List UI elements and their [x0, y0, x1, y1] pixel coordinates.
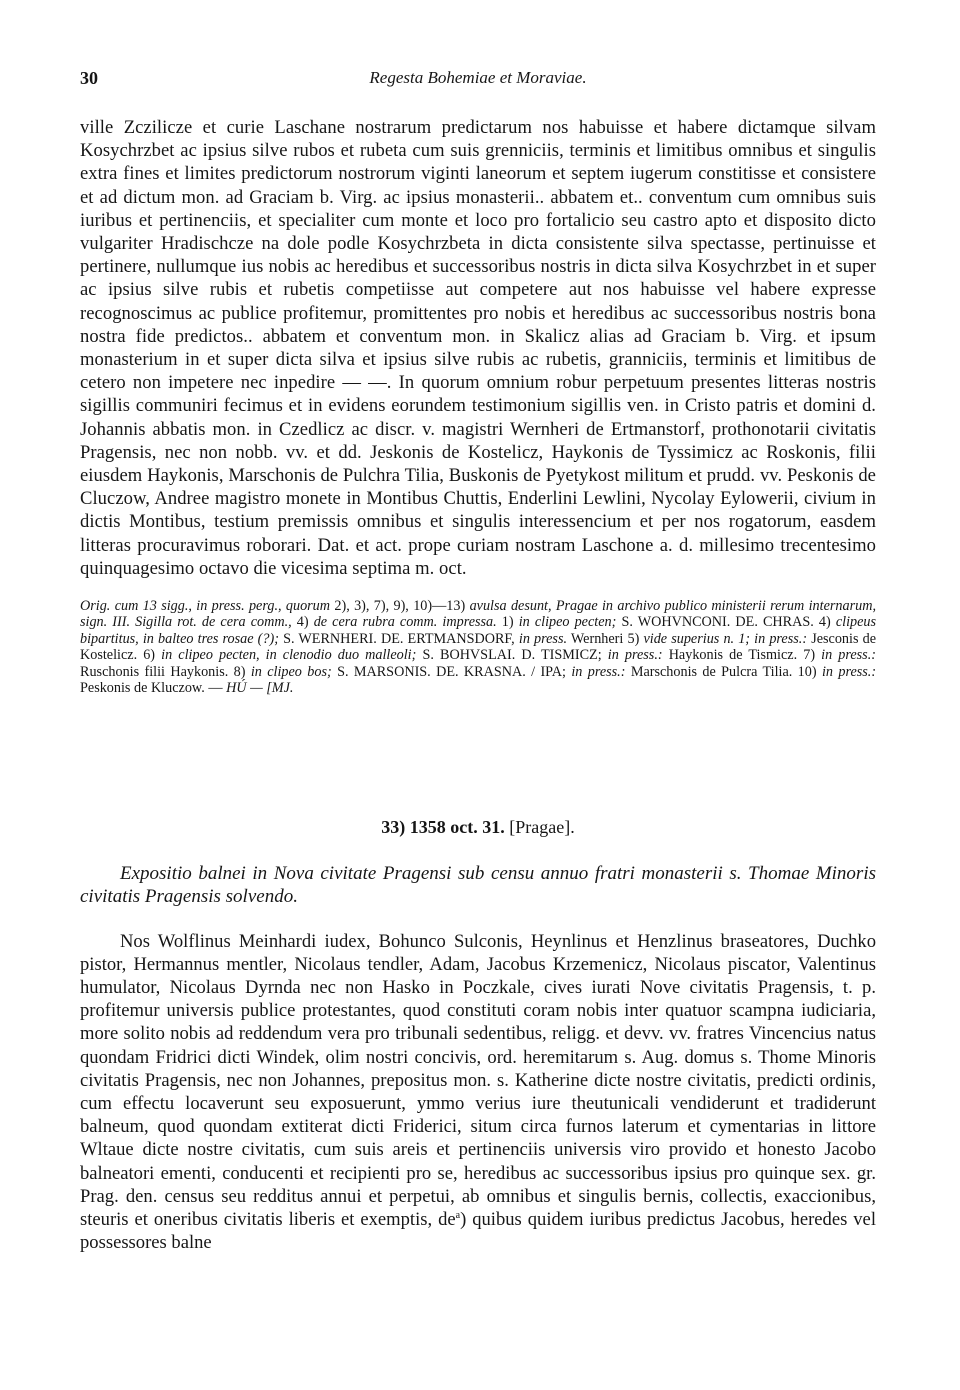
note-part: in clipeo pecten; [518, 614, 617, 631]
note-part: 2), 3), 7), 9), 10)—13) [334, 598, 466, 615]
note-part: Peskonis de Kluczow. — [80, 680, 223, 697]
note-part: Wernheri 5) [570, 630, 640, 647]
note-part: in press.: [821, 663, 877, 680]
note-part: in press.: [571, 663, 626, 680]
note-part: avulsa desunt, Pragae in archivo publico ministerii rerum internarum, sign. III. Sigilla rot. de cera comm., [80, 598, 877, 631]
note-part: S. WERNHERI. DE. ERTMANSDORF, [283, 630, 515, 647]
note-part: in clipeo pecten, in clenodio duo malleoli; [161, 647, 417, 664]
footnote-marker: a [455, 1209, 461, 1221]
running-head [80, 68, 876, 96]
entry-heading [80, 817, 876, 838]
note-part: Haykonis de Tismicz. 7) [668, 647, 816, 664]
charter-text-part: ) quibus quidem iuribus predictus Jacobus, heredes vel possessores balne [80, 1208, 876, 1254]
page-number: 30 [80, 68, 98, 88]
note-part: HÚ — [MJ. [226, 680, 294, 697]
note-part: Ruschonis filii Haykonis. 8) [80, 663, 246, 680]
running-title: Regesta Bohemiae et Moraviae. [369, 68, 587, 87]
note-part: in clipeo bos; [250, 663, 332, 680]
note-part: in press.: [821, 647, 876, 664]
note-part: S. MARSONIS. DE. KRASNA. / IPA; [337, 663, 566, 680]
note-part: S. BOHVSLAI. D. TISMICZ; [422, 647, 602, 664]
entry-number-date: 33) 1358 oct. 31. [381, 816, 505, 837]
note-part: Orig. cum 13 sigg., in press. perg., quorum [80, 598, 331, 615]
charter-text-continuation: ville Zczilicze et curie Laschane nostrarum predictarum nos habuisse et habere dictamque silvam Kosychrzbet ac ipsius silve rubos et rubeta cum suis grenniciis, terminis et limitibus omnibus et singulis extra fines et limites predictorum nostrorum viginti laneorum et septem iugerum constitisse et consistere et ad dictum mon. ad Graciam b. Virg. ac ipsius monasterii.. abbatem et.. conventum cum omnibus suis iuribus et pertinenciis, et specialiter cum monte et loco pro fortalicio seu castro apto et disposito dicto vulgariter Hradischcze na dole podle Kosychrzbeta in dicta consistente silva spectasse, pertinuisse et pertinere, nullumque ius nobis ac heredibus et successoribus nostris in dicta silva Kosychrzbet in et super ac ipsius silve rubis et rubetis competiisse aut competere aut nos habuisse vel habere expresse recognoscimus ac publice profitemur, promittentes pro nobis et heredibus ac successoribus nostris bona nostra fide predictos.. abbatem et conventum mon. in Skalicz alias ad Graciam b. Virg. et ipsum monasterium in et super dicta silva et ipsius silve rubis ac rubetis, granniciis, terminis et limitibus de cetero non impetere nec inpedire — —. In quorum omnium robur perpetuum presentes litteras nostris sigillis communiri fecimus et in evidens eorundem testimonium sigillis ven. in Cristo patris et domini d. Johannis abbatis mon. in Czedlicz ac discr. v. magistri Wernheri de Ertmanstorf, prothonotarii civitatis Pragensis, nec non nobb. vv. et dd. Jeskonis de Kostelicz, Haykonis de Tyssimicz ac Roskonis, filii eiusdem Haykonis, Marschonis de Pulchra Tilia, Buskonis de Pyetykost militum et prudd. vv. Peskonis de Cluczow, Andree magistro monete in Montibus Chuttis, Enderlini Lewlini, Nycolay Eylowerii, civium in dictis Montibus, testium premissis omnibus et singulis interessencium et per nos rogatorum, easdem litteras procuravimus roborari. Dat. et act. prope curiam nostram Laschone a. d. millesimo trecentesimo quinquagesimo octavo die vicesima septima m. oct. [80, 117, 876, 579]
note-part: in press. [518, 630, 568, 647]
note-part: Marschonis de Pulcra Tilia. 10) [630, 663, 817, 680]
apparatus-notes [80, 598, 876, 696]
note-part: 1) [501, 614, 514, 631]
entry-place: [Pragae]. [509, 816, 575, 837]
note-part: clipeus bipartitus, in balteo tres rosae (?); [80, 614, 877, 647]
note-part: in press.: [607, 647, 663, 664]
note-part: 4) [296, 614, 309, 631]
note-part: Jesconis de Kostelicz. 6) [80, 630, 877, 664]
note-part: vide superius n. 1; in press.: [643, 630, 808, 647]
charter-text [80, 930, 876, 1255]
entry-regest: Expositio balnei in Nova civitate Pragensi sub censu annuo fratri monasterii s. Thomae Minoris civitatis Pragensis solvendo. [80, 862, 876, 907]
note-part: de cera rubra comm. impressa. [313, 614, 497, 631]
note-part: S. WOHVNCONI. DE. CHRAS. 4) [621, 614, 831, 631]
charter-text-part: Nos Wolflinus Meinhardi iudex, Bohunco Sulconis, Heynlinus et Henzlinus braseatores, Duchko pistor, Hermannus mentler, Nicolaus tendler, Adam, Jacobus Krzemenicz, Nicolaus piscator, Valentinus humulator, Nicolaus Dyrnda nec non Hasko in Poczkale, cives iurati Nove civitatis Pragensis, t. p. profitemur universis publice protestantes, quod constituti coram nobis inter quatuor scampna iudiciaria, more solito nobis ad reddendum vera pro tribunali sedentibus, religg. et devv. vv. fratres Vincencius natus quondam Fridrici dicti Windek, olim nostri concivis, ord. heremitarum s. Aug. domus s. Thome Minoris civitatis Pragensis, nec non Johannes, prepositus mon. s. Katherine dicte nostre civitatis, predicti ordinis, cum effectu locaverunt seu exposuerunt, ymmo verius iure theutunicali vendiderunt et tradiderunt balneum, quod quondam extiterat dicti Friderici, situm circa furnos laterum et cymentarias in littore Wltaue dicte nostre civitatis, cum suis areis et pertinenciis universis viro provido et honesto Jacobo balneatori ementi, conducenti et recipienti pro se, heredibus ac successoribus ipsius pro quinque sex. gr. Prag. den. census seu redditus annui et perpetui, ab omnibus et singulis bernis, collectis, exaccionibus, steuris et oneribus civitatis liberis et exemptis, de [80, 930, 876, 1230]
document-page [80, 68, 876, 1254]
